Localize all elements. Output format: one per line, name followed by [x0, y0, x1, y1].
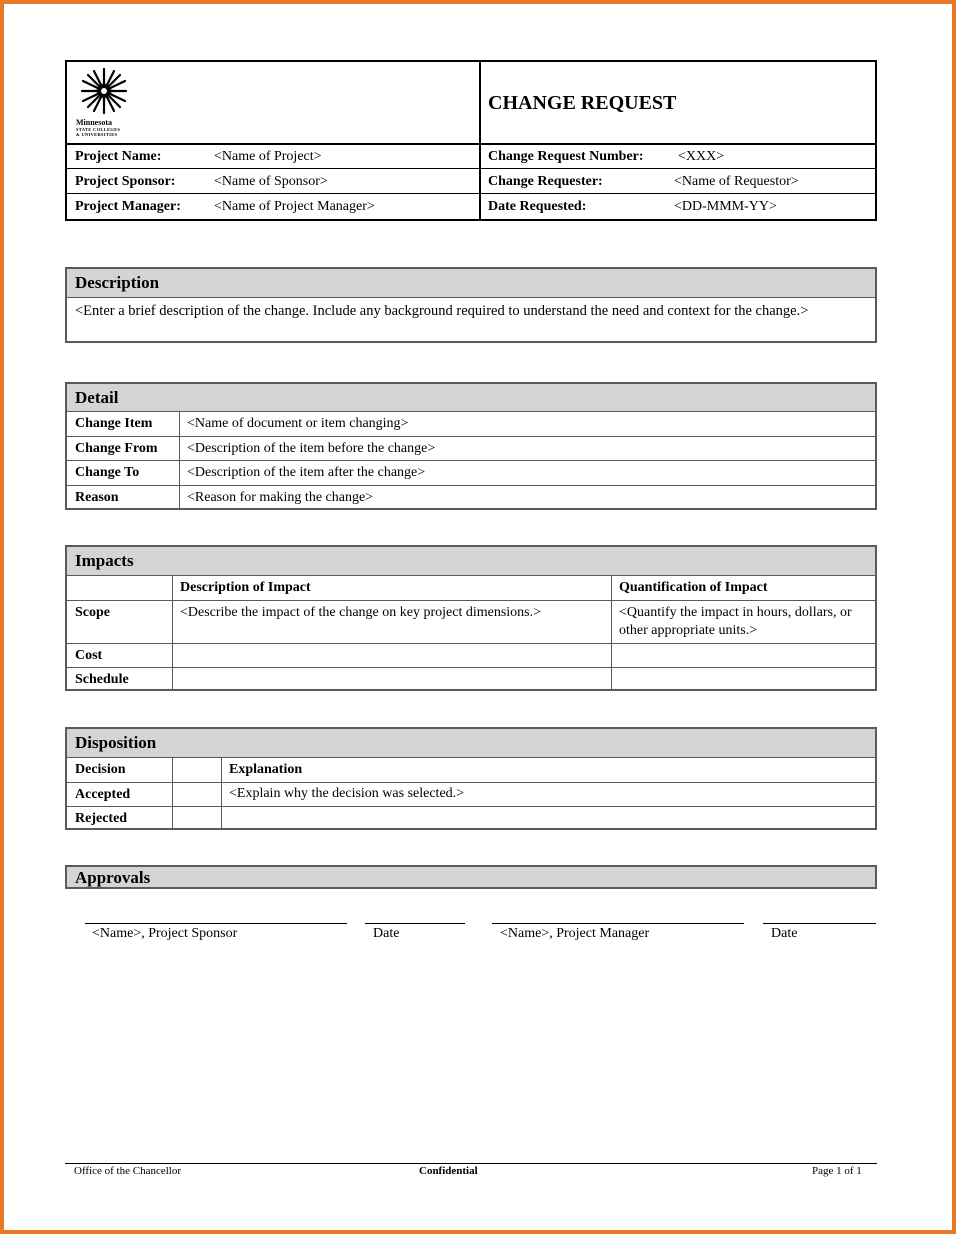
disposition-section	[65, 727, 877, 830]
sponsor-signature-label: <Name>, Project Sponsor	[92, 926, 238, 941]
disposition-label-accepted: Accepted	[75, 787, 131, 802]
impacts-heading: Impacts	[67, 547, 875, 576]
detail-label-reason: Reason	[75, 490, 119, 505]
change-request-number-label: Change Request Number:	[488, 149, 644, 164]
detail-value-change-from: <Description of the item before the change>	[187, 441, 436, 456]
project-name-label: Project Name:	[75, 149, 162, 164]
disposition-col-decision: Decision	[75, 762, 126, 777]
disposition-accepted-explanation: <Explain why the decision was selected.>	[229, 786, 465, 801]
impacts-col-description: Description of Impact	[180, 580, 311, 595]
page-title: CHANGE REQUEST	[488, 92, 677, 114]
description-section	[65, 267, 877, 343]
disposition-label-rejected: Rejected	[75, 811, 128, 826]
impacts-col-quantification: Quantification of Impact	[619, 580, 768, 595]
footer-left: Office of the Chancellor	[74, 1165, 182, 1177]
date-requested-value: <DD-MMM-YY>	[674, 199, 777, 214]
detail-label-change-item: Change Item	[75, 416, 153, 431]
manager-signature-line	[492, 923, 744, 924]
footer-right: Page 1 of 1	[812, 1165, 862, 1177]
impacts-scope-quantification: <Quantify the impact in hours, dollars, or other appropriate units.>	[619, 605, 852, 638]
date-requested-label: Date Requested:	[488, 199, 587, 214]
change-requester-label: Change Requester:	[488, 174, 603, 189]
impacts-label-scope: Scope	[75, 605, 110, 620]
detail-heading: Detail	[67, 384, 875, 412]
logo-sub-2: & UNIVERSITIES	[76, 132, 118, 137]
detail-value-change-to: <Description of the item after the change>	[187, 465, 426, 480]
impacts-section	[65, 545, 877, 691]
description-heading: Description	[67, 269, 875, 298]
detail-label-change-to: Change To	[75, 465, 140, 480]
logo-text	[76, 119, 120, 137]
manager-date-label: Date	[771, 926, 798, 941]
approvals-heading: Approvals	[67, 867, 875, 887]
change-request-number-value: <XXX>	[678, 149, 725, 164]
detail-label-change-from: Change From	[75, 441, 158, 456]
detail-section	[65, 382, 877, 510]
disposition-header-row	[67, 758, 875, 783]
disposition-row	[67, 783, 875, 807]
disposition-col-explanation: Explanation	[229, 762, 303, 777]
manager-date-line	[763, 923, 876, 924]
approvals-section	[65, 865, 877, 889]
project-sponsor-label: Project Sponsor:	[75, 174, 176, 189]
impacts-scope-description: <Describe the impact of the change on key project dimensions.>	[180, 605, 542, 620]
detail-value-change-item: <Name of document or item changing>	[187, 416, 409, 431]
project-sponsor-value: <Name of Sponsor>	[214, 174, 328, 189]
project-manager-label: Project Manager:	[75, 199, 181, 214]
description-text: <Enter a brief description of the change. Include any background required to understand the need and context for the change.>	[75, 303, 809, 319]
project-name-value: <Name of Project>	[214, 149, 322, 164]
footer-rule	[65, 1163, 877, 1164]
header-table	[65, 60, 877, 221]
sponsor-date-line	[365, 923, 465, 924]
disposition-heading: Disposition	[67, 729, 875, 758]
detail-value-reason: <Reason for making the change>	[187, 490, 374, 505]
impacts-row	[67, 644, 875, 668]
logo-sub-1: STATE COLLEGES	[76, 127, 121, 132]
change-requester-value: <Name of Requestor>	[674, 174, 799, 189]
impacts-label-schedule: Schedule	[75, 672, 129, 687]
manager-signature-label: <Name>, Project Manager	[500, 926, 650, 941]
impacts-label-cost: Cost	[75, 648, 103, 663]
star-logo-icon	[76, 66, 132, 116]
sponsor-date-label: Date	[373, 926, 400, 941]
logo-name: Minnesota	[76, 118, 112, 127]
footer-center: Confidential	[419, 1165, 478, 1177]
project-manager-value: <Name of Project Manager>	[214, 199, 375, 214]
sponsor-signature-line	[85, 923, 347, 924]
